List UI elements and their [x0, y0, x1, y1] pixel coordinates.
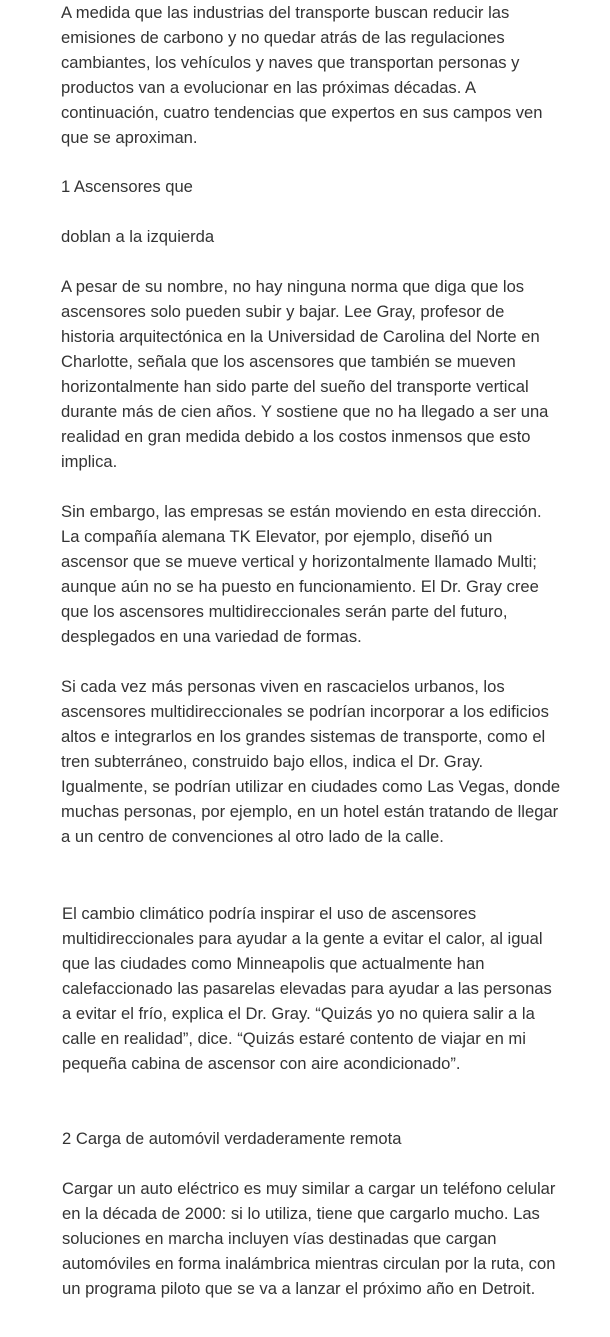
intro-paragraph: A medida que las industrias del transporte buscan reducir las emisiones de carbono y no quedar atrás de las regulaciones cambiantes, los vehículos y naves que transportan personas y productos van a evolucionar en las próximas décadas. A continuación, cuatro tendencias que expertos en sus campos ven que se aproximan. [61, 3, 543, 147]
paragraph-ev-charging: Cargar un auto eléctrico es muy similar a cargar un teléfono celular en la década de 2000: si lo utiliza, tiene que cargarlo mucho. Las soluciones en marcha incluyen vías destinadas que cargan automóviles en forma inalámbrica mientras circulan por la ruta, con un programa piloto que se va a lanzar el próximo año en Detroit. [62, 1179, 556, 1298]
paragraph-elevator-history: A pesar de su nombre, no hay ninguna norma que diga que los ascensores solo pueden subir y bajar. Lee Gray, profesor de historia arquitectónica en la Universidad de Carolina del Norte en Charlotte, señala que los ascensores que también se mueven horizontalmente han sido parte del sueño del transporte vertical durante más de cien años. Y sostiene que no ha llegado a ser una realidad en gran medida debido a los costos inmensos que esto implica. [61, 277, 549, 471]
paragraph-tk-elevator: Sin embargo, las empresas se están moviendo en esta dirección. La compañía alemana TK Elevator, por ejemplo, diseñó un ascensor que se mueve vertical y horizontalmente llamado Multi; aunque aún no se ha puesto en funcionamiento. El Dr. Gray cree que los ascensores multidireccionales serán parte del futuro, desplegados en una variedad de formas. [61, 502, 542, 646]
section-1-heading-line-1: 1 Ascensores que [61, 177, 193, 196]
paragraph-skyscrapers: Si cada vez más personas viven en rascacielos urbanos, los ascensores multidireccionales se podrían incorporar a los edificios altos e integrarlos en los grandes sistemas de transporte, como el tren subterráneo, construido bajo ellos, indica el Dr. Gray. Igualmente, se podrían utilizar en ciudades como Las Vegas, donde muchas personas, por ejemplo, en un hotel están tratando de llegar a un centro de convenciones al otro lado de la calle. [61, 677, 561, 846]
section-2-heading: 2 Carga de automóvil verdaderamente remota [62, 1129, 402, 1148]
paragraph-climate-change: El cambio climático podría inspirar el uso de ascensores multidireccionales para ayudar a la gente a evitar el calor, al igual que las ciudades como Minneapolis que actualmente han calefaccionado las pasarelas elevadas para ayudar a las personas a evitar el frío, explica el Dr. Gray. “Quizás yo no quiera salir a la calle en realidad”, dice. “Quizás estaré contento de viajar en mi pequeña cabina de ascensor con aire acondicionado”. [62, 904, 552, 1073]
section-1-heading-line-2: doblan a la izquierda [61, 227, 215, 246]
